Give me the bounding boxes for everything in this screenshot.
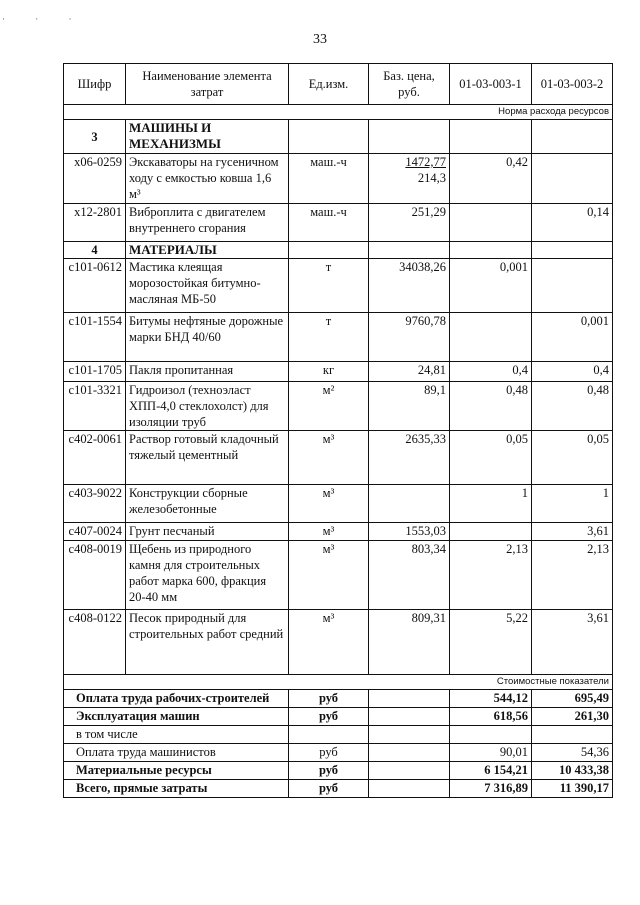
norm-caption-row xyxy=(64,105,613,120)
norm-value-col2: 0,14 xyxy=(532,204,613,242)
resource-price: 89,1 xyxy=(369,382,450,431)
header-col1: 01-03-003-1 xyxy=(450,64,532,105)
norm-value-col1 xyxy=(450,313,532,362)
norm-value-col1: 0,4 xyxy=(450,362,532,382)
table-row xyxy=(64,362,613,382)
resource-price: 1553,03 xyxy=(369,523,450,541)
resource-unit: м³ xyxy=(289,485,369,523)
cost-label: Эксплуатация машин xyxy=(64,708,289,726)
cost-row xyxy=(64,762,613,780)
section-title: МАТЕРИАЛЫ xyxy=(126,242,289,259)
resource-name: Гидроизол (техноэласт ХПП-4,0 стеклохолст) для изоляции труб xyxy=(126,382,289,431)
section-col2-empty xyxy=(532,120,613,154)
cost-value-col2 xyxy=(532,726,613,744)
norm-value-col1: 1 xyxy=(450,485,532,523)
section-price-empty xyxy=(369,242,450,259)
cost-unit xyxy=(289,726,369,744)
norm-value-col1 xyxy=(450,204,532,242)
resource-code: с408-0122 xyxy=(64,610,126,675)
section-header-row xyxy=(64,120,613,154)
resource-code: с101-3321 xyxy=(64,382,126,431)
cost-value-col1: 7 316,89 xyxy=(450,780,532,798)
cost-row xyxy=(64,708,613,726)
cost-label: в том числе xyxy=(64,726,289,744)
cost-price-empty xyxy=(369,762,450,780)
price-main: 1472,77 xyxy=(405,155,446,169)
table-row xyxy=(64,382,613,431)
resource-price: 2635,33 xyxy=(369,431,450,485)
cost-unit: руб xyxy=(289,744,369,762)
cost-value-col2: 11 390,17 xyxy=(532,780,613,798)
cost-value-col2: 261,30 xyxy=(532,708,613,726)
resource-code: х06-0259 xyxy=(64,154,126,204)
table-row xyxy=(64,313,613,362)
cost-unit: руб xyxy=(289,708,369,726)
norm-value-col2: 3,61 xyxy=(532,523,613,541)
cost-caption-row xyxy=(64,675,613,690)
table-row xyxy=(64,431,613,485)
norm-value-col2: 0,001 xyxy=(532,313,613,362)
header-price: Баз. цена, руб. xyxy=(369,64,450,105)
resource-price: 809,31 xyxy=(369,610,450,675)
section-unit-empty xyxy=(289,242,369,259)
norm-value-col1: 5,22 xyxy=(450,610,532,675)
resource-name: Виброплита с двигателем внутреннего сгорания xyxy=(126,204,289,242)
resource-code: с408-0019 xyxy=(64,541,126,610)
resource-unit: м² xyxy=(289,382,369,431)
section-col1-empty xyxy=(450,242,532,259)
cost-unit: руб xyxy=(289,762,369,780)
cost-row xyxy=(64,780,613,798)
cost-label: Оплата труда рабочих-строителей xyxy=(64,690,289,708)
table-row xyxy=(64,485,613,523)
price-secondary: 214,3 xyxy=(417,171,446,185)
table-row xyxy=(64,541,613,610)
resource-code: с407-0024 xyxy=(64,523,126,541)
section-col2-empty xyxy=(532,242,613,259)
resource-norm-table xyxy=(63,63,613,798)
norm-value-col1: 0,48 xyxy=(450,382,532,431)
cost-row xyxy=(64,726,613,744)
cost-unit: руб xyxy=(289,690,369,708)
cost-value-col1: 90,01 xyxy=(450,744,532,762)
resource-code: с101-0612 xyxy=(64,259,126,313)
resource-code: х12-2801 xyxy=(64,204,126,242)
cost-value-col2: 695,49 xyxy=(532,690,613,708)
cost-price-empty xyxy=(369,708,450,726)
table-row xyxy=(64,259,613,313)
section-number: 3 xyxy=(64,120,126,154)
norm-value-col1: 0,001 xyxy=(450,259,532,313)
cost-label: Всего, прямые затраты xyxy=(64,780,289,798)
norm-value-col2 xyxy=(532,154,613,204)
table-row xyxy=(64,523,613,541)
resource-name: Мастика клеящая морозостойкая битумно-масляная МБ-50 xyxy=(126,259,289,313)
cost-value-col1: 618,56 xyxy=(450,708,532,726)
page-number: 33 xyxy=(313,32,327,47)
resource-price: 34038,26 xyxy=(369,259,450,313)
cost-value-col1 xyxy=(450,726,532,744)
norm-value-col1: 0,42 xyxy=(450,154,532,204)
resource-name: Битумы нефтяные дорожные марки БНД 40/60 xyxy=(126,313,289,362)
norm-value-col2: 0,05 xyxy=(532,431,613,485)
section-header-row xyxy=(64,242,613,259)
norm-value-col1: 0,05 xyxy=(450,431,532,485)
resource-unit: кг xyxy=(289,362,369,382)
resource-code: с403-9022 xyxy=(64,485,126,523)
cost-label: Материальные ресурсы xyxy=(64,762,289,780)
norm-value-col2: 2,13 xyxy=(532,541,613,610)
resource-name: Песок природный для строительных работ средний xyxy=(126,610,289,675)
norm-value-col2: 0,4 xyxy=(532,362,613,382)
resource-unit: м³ xyxy=(289,541,369,610)
cost-label: Оплата труда машинистов xyxy=(64,744,289,762)
cost-row xyxy=(64,744,613,762)
resource-unit: маш.-ч xyxy=(289,154,369,204)
resource-price: 24,81 xyxy=(369,362,450,382)
resource-price: 803,34 xyxy=(369,541,450,610)
resource-code: с101-1554 xyxy=(64,313,126,362)
section-price-empty xyxy=(369,120,450,154)
header-name: Наименование элемента затрат xyxy=(126,64,289,105)
resource-price xyxy=(369,485,450,523)
resource-unit: т xyxy=(289,259,369,313)
norm-value-col2: 3,61 xyxy=(532,610,613,675)
scan-specks: · · · xyxy=(2,14,86,24)
cost-value-col1: 544,12 xyxy=(450,690,532,708)
norm-value-col2 xyxy=(532,259,613,313)
section-number: 4 xyxy=(64,242,126,259)
resource-code: с101-1705 xyxy=(64,362,126,382)
cost-price-empty xyxy=(369,726,450,744)
norm-caption: Норма расхода ресурсов xyxy=(64,105,613,120)
resource-unit: м³ xyxy=(289,523,369,541)
norm-value-col1 xyxy=(450,523,532,541)
cost-unit: руб xyxy=(289,780,369,798)
resource-price xyxy=(369,154,450,204)
cost-price-empty xyxy=(369,690,450,708)
cost-value-col2: 54,36 xyxy=(532,744,613,762)
norm-value-col2: 1 xyxy=(532,485,613,523)
table-row xyxy=(64,204,613,242)
cost-row xyxy=(64,690,613,708)
section-col1-empty xyxy=(450,120,532,154)
resource-name: Грунт песчаный xyxy=(126,523,289,541)
resource-name: Раствор готовый кладочный тяжелый цементный xyxy=(126,431,289,485)
header-unit: Ед.изм. xyxy=(289,64,369,105)
resource-price: 251,29 xyxy=(369,204,450,242)
section-title: МАШИНЫ И МЕХАНИЗМЫ xyxy=(126,120,289,154)
resource-name: Экскаваторы на гусеничном ходу с емкостью ковша 1,6 м³ xyxy=(126,154,289,204)
norm-value-col2: 0,48 xyxy=(532,382,613,431)
resource-name: Пакля пропитанная xyxy=(126,362,289,382)
resource-price: 9760,78 xyxy=(369,313,450,362)
table-header-row xyxy=(64,64,613,105)
resource-unit: м³ xyxy=(289,610,369,675)
cost-value-col1: 6 154,21 xyxy=(450,762,532,780)
cost-price-empty xyxy=(369,780,450,798)
resource-unit: маш.-ч xyxy=(289,204,369,242)
resource-name: Щебень из природного камня для строительных работ марка 600, фракция 20-40 мм xyxy=(126,541,289,610)
header-col2: 01-03-003-2 xyxy=(532,64,613,105)
resource-code: с402-0061 xyxy=(64,431,126,485)
section-unit-empty xyxy=(289,120,369,154)
cost-caption: Стоимостные показатели xyxy=(64,675,613,690)
norm-value-col1: 2,13 xyxy=(450,541,532,610)
table-row xyxy=(64,610,613,675)
cost-price-empty xyxy=(369,744,450,762)
cost-value-col2: 10 433,38 xyxy=(532,762,613,780)
resource-name: Конструкции сборные железобетонные xyxy=(126,485,289,523)
table-row xyxy=(64,154,613,204)
resource-unit: м³ xyxy=(289,431,369,485)
header-code: Шифр xyxy=(64,64,126,105)
resource-unit: т xyxy=(289,313,369,362)
